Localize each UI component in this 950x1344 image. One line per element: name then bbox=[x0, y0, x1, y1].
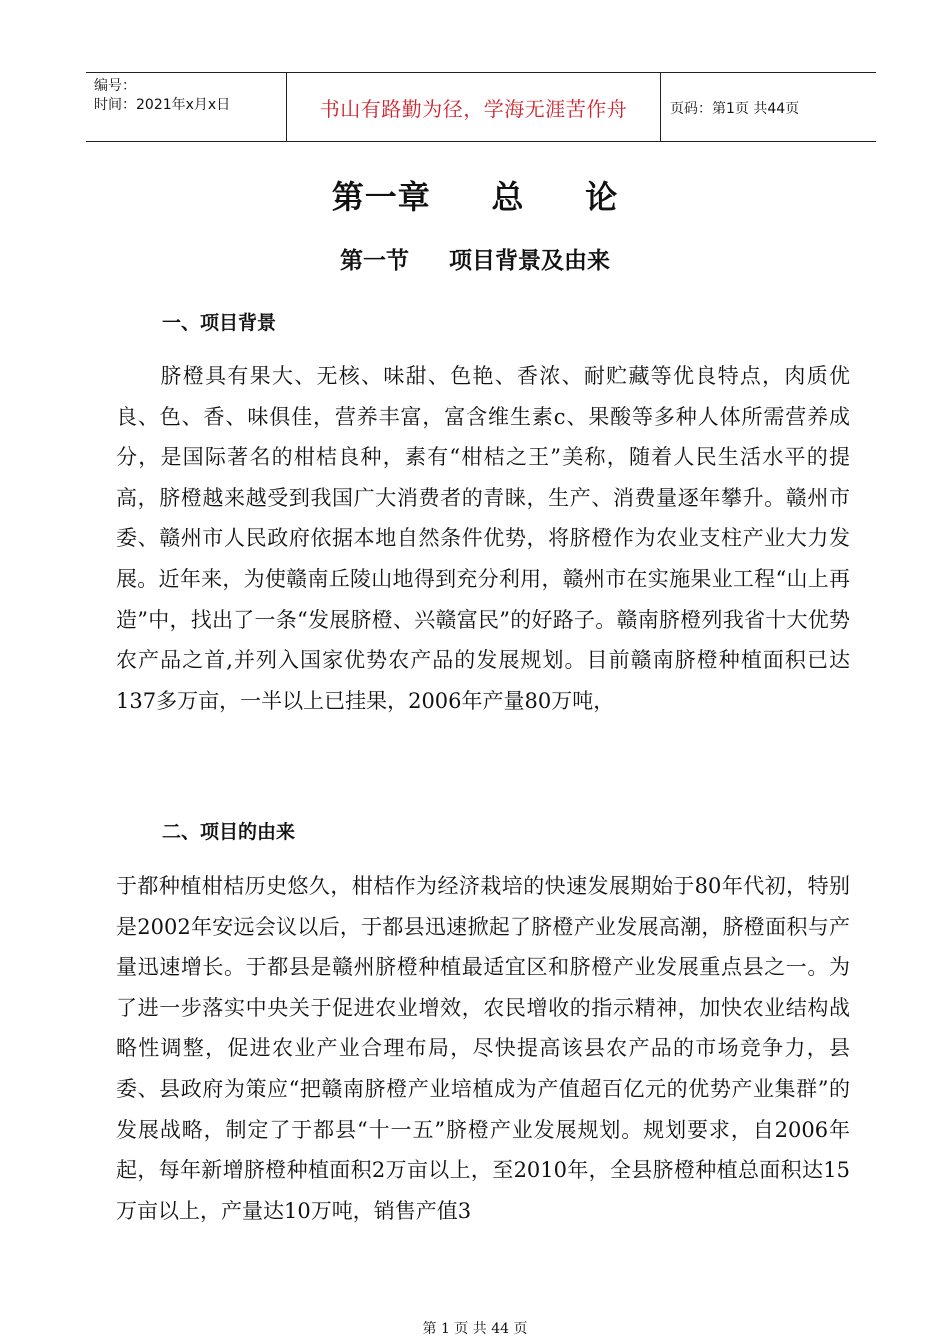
chapter-title: 第一章 总 论 bbox=[331, 178, 619, 216]
header-meta bbox=[94, 77, 230, 115]
page-header bbox=[86, 72, 876, 142]
subsection-heading-origin: 二、项目的由来 bbox=[162, 821, 296, 843]
paragraph-origin: 于都种植柑桔历史悠久，柑桔作为经济栽培的快速发展期始于80年代初，特别是2002年安远会议以后，于都县迅速掀起了脐橙产业发展高潮，脐橙面积与产量迅速增长。于都县是赣州脐橙种植最适宜区和脐橙产业发展重点县之一。为了进一步落实中央关于促进农业增效，农民增收的指示精神，加快农业结构战略性调整，促进农业产业合理布局，尽快提高该县农产品的市场竞争力，县委、县政府为策应“把赣南脐橙产业培植成为产值超百亿元的优势产业集群”的发展战略，制定了于都县“十一五”脐橙产业发展规划。规划要求，自2006年起，每年新增脐橙种植面积2万亩以上，至2010年，全县脐橙种植总面积达15万亩以上，产量达10万吨，销售产值3 bbox=[116, 874, 850, 1223]
header-number-label: 编号： bbox=[94, 78, 136, 94]
header-motto: 书山有路勤为径，学海无涯苦作舟 bbox=[319, 97, 628, 121]
section-title: 第一节 项目背景及由来 bbox=[339, 248, 611, 274]
page-footer: 第 1 页 共 44 页 bbox=[422, 1321, 528, 1337]
paragraph-background: 脐橙具有果大、无核、味甜、色艳、香浓、耐贮藏等优良特点，肉质优良、色、香、味俱佳，营养丰富，富含维生素c、果酸等多种人体所需营养成分，是国际著名的柑桔良种，素有“柑桔之王”美称，随着人民生活水平的提高，脐橙越来越受到我国广大消费者的青睐，生产、消费量逐年攀升。赣州市委、赣州市人民政府依据本地自然条件优势，将脐橙作为农业支柱产业大力发展。近年来，为使赣南丘陵山地得到充分利用，赣州市在实施果业工程“山上再造”中，找出了一条“发展脐橙、兴赣富民”的好路子。赣南脐橙列我省十大优势农产品之首,并列入国家优势农产品的发展规划。目前赣南脐橙种植面积已达137多万亩，一半以上已挂果，2006年产量80万吨， bbox=[116, 364, 850, 713]
subsection-heading-background: 一、项目背景 bbox=[162, 312, 277, 334]
header-divider bbox=[660, 73, 661, 142]
header-time-label: 时间：2021年x月x日 bbox=[94, 97, 231, 113]
header-page-label: 页码：第1页 共44页 bbox=[670, 100, 800, 117]
